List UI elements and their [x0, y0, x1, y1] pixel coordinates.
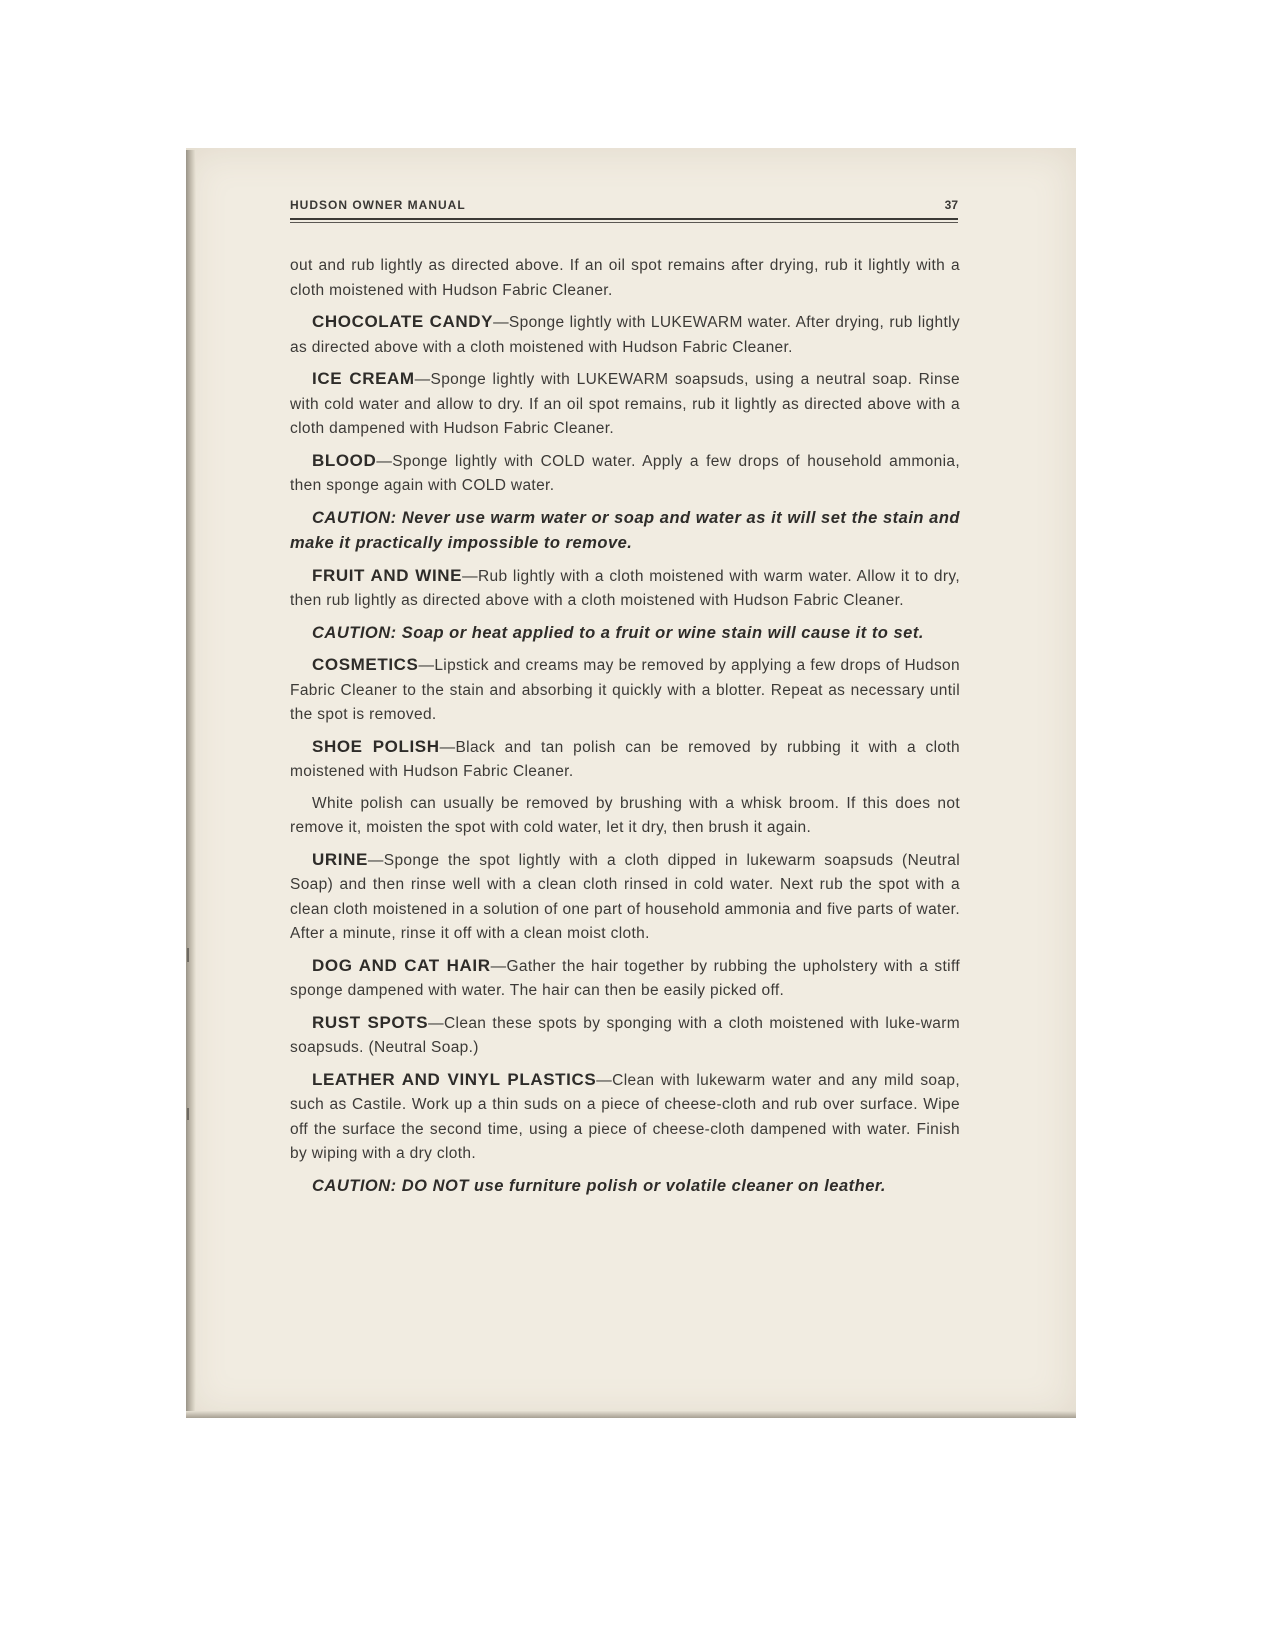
paragraph-text: —Lipstick and creams may be removed by applying a few drops of Hudson Fabric Cleaner to the stain and absorbing it quickly with a blotter. Repeat as necessary until the spot is removed. — [290, 657, 960, 723]
running-header — [290, 198, 958, 220]
paragraph-cosmetics — [290, 653, 960, 728]
caution-blood — [290, 506, 960, 557]
stain-term: SHOE POLISH — [312, 736, 440, 756]
stain-term: CHOCOLATE CANDY — [312, 312, 494, 331]
stain-term: RUST SPOTS — [312, 1012, 429, 1032]
caution-leather — [290, 1174, 960, 1200]
paragraph-shoe-polish — [290, 735, 960, 785]
paragraph-leather-vinyl — [290, 1068, 960, 1167]
stain-term: ICE CREAM — [312, 369, 415, 388]
paragraph-text: out and rub lightly as directed above. If an oil spot remains after drying, rub it lightly with a cloth moistened with Hudson Fabric Cleaner. — [290, 257, 960, 299]
caution-text: CAUTION: Never use warm water or soap and water as it will set the stain and make it practically impossible to remove. — [290, 508, 960, 552]
paragraph-blood — [290, 449, 960, 499]
stain-term: FRUIT AND WINE — [312, 565, 463, 585]
paragraph-text: —Rub lightly with a cloth moistened with warm water. Allow it to dry, then rub lightly as directed above with a cloth moistened with Hudson Fabric Cleaner. — [290, 567, 960, 609]
paragraph-fruit-and-wine — [290, 564, 960, 614]
page-bottom-edge — [186, 1411, 1076, 1418]
page-number: 37 — [944, 198, 958, 212]
paragraph-text: —Gather the hair together by rubbing the upholstery with a stiff sponge dampened with water. The hair can then be easily picked off. — [290, 957, 960, 999]
page-tick-mark — [187, 948, 189, 962]
paragraph-text: —Black and tan polish can be removed by rubbing it with a cloth moistened with Hudson Fabric Cleaner. — [290, 738, 960, 780]
header-title: HUDSON OWNER MANUAL — [290, 198, 466, 212]
paragraph-urine — [290, 848, 960, 947]
paragraph-white-polish — [290, 792, 960, 841]
stain-term: URINE — [312, 849, 368, 869]
paragraph-text: —Clean these spots by sponging with a cloth moistened with luke-warm soapsuds. (Neutral Soap.) — [290, 1014, 960, 1056]
header-rule-thin — [290, 222, 958, 223]
paragraph-text: —Sponge lightly with COLD water. Apply a few drops of household ammonia, then sponge again with COLD water. — [290, 452, 960, 494]
paragraph-text: —Sponge the spot lightly with a cloth dipped in lukewarm soapsuds (Neutral Soap) and then rinse well with a clean cloth rinsed in cold water. Next rub the spot with a clean cloth moistened in a solution of one part of household ammonia and five parts of water. After a minute, rinse it off with a clean moist cloth. — [290, 851, 960, 942]
paragraph-text: —Sponge lightly with LUKEWARM soapsuds, using a neutral soap. Rinse with cold water and allow to dry. If an oil spot remains, rub it lightly as directed above with a cloth dampened with Hudson Fabric Cleaner. — [290, 371, 960, 437]
stain-term: COSMETICS — [312, 655, 419, 674]
stain-term: DOG AND CAT HAIR — [312, 955, 491, 975]
header-rule — [290, 218, 958, 220]
paragraph-text: —Sponge lightly with LUKEWARM water. After drying, rub lightly as directed above with a cloth moistened with Hudson Fabric Cleaner. — [290, 314, 960, 356]
paragraph-chocolate-candy — [290, 310, 960, 360]
paragraph-dog-and-cat-hair — [290, 954, 960, 1004]
paragraph-text: White polish can usually be removed by brushing with a whisk broom. If this does not remove it, moisten the spot with cold water, let it dry, then brush it again. — [290, 794, 960, 836]
paragraph-text: —Clean with lukewarm water and any mild soap, such as Castile. Work up a thin suds on a piece of cheese-cloth and rub over surface. Wipe off the surface the second time, using a piece of cheese-cloth dampened with water. Finish by wiping with a dry cloth. — [290, 1071, 960, 1162]
page-body — [290, 254, 960, 1206]
caution-text: CAUTION: Soap or heat applied to a fruit or wine stain will cause it to set. — [312, 623, 924, 642]
paragraph-rust-spots — [290, 1011, 960, 1061]
paragraph-continued — [290, 254, 960, 303]
page-binding-edge — [186, 150, 196, 1418]
paragraph-ice-cream — [290, 367, 960, 442]
caution-text: CAUTION: DO NOT use furniture polish or volatile cleaner on leather. — [312, 1176, 887, 1195]
stain-term: LEATHER AND VINYL PLASTICS — [312, 1069, 597, 1089]
stain-term: BLOOD — [312, 450, 377, 470]
page-tick-mark — [187, 1108, 189, 1120]
caution-fruit-wine — [290, 621, 960, 647]
